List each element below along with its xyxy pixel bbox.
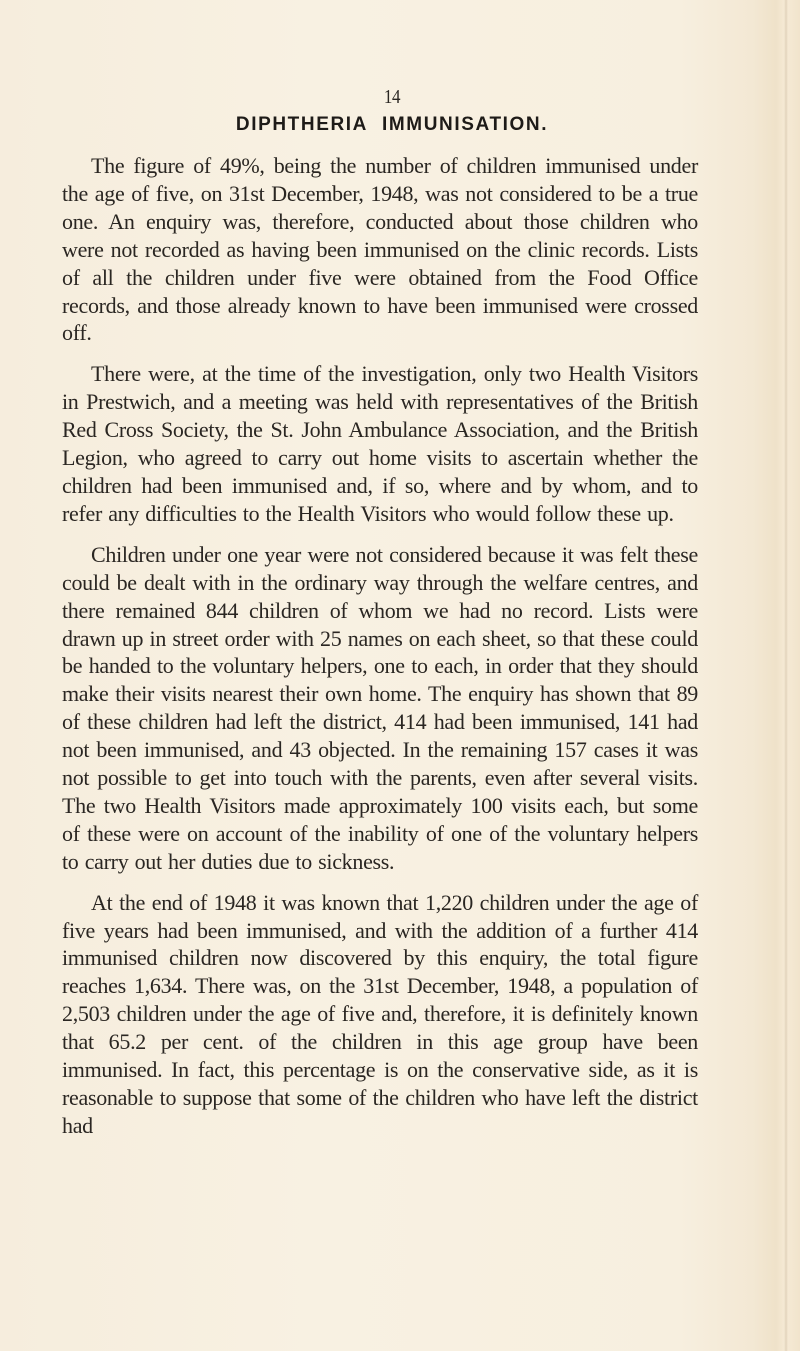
heading-word-1: DIPHTHERIA	[235, 114, 368, 135]
paragraph-3: Children under one year were not considered because it was felt these could be dealt with in the ordinary way through the welfare centres, and there remained 844 children of whom we had no record. Lists were drawn up in street order with 25 names on each sheet, so that these could be handed to the voluntary helpers, one to each, in order that they should make their visits nearest their own home. The enquiry has shown that 89 of these children had left the district, 414 had been immunised, 141 had not been immunised, and 43 objected. In the remaining 157 cases it was not possible to get into touch with the parents, even after several visits. The two Health Visitors made approximately 100 visits each, but some of these were on account of the inability of one of the voluntary helpers to carry out her duties due to sickness.	[62, 541, 698, 874]
paragraph-4: At the end of 1948 it was known that 1,220 children under the age of five years had been immunised, and with the addition of a further 414 immunised children now discovered by this enquiry, the total figure reaches 1,634. There was, on the 31st December, 1948, a population of 2,503 children under the age of five and, therefore, it is definitely known that 65.2 per cent. of the children in this age group have been immunised. In fact, this percentage is on the conservative side, as it is reasonable to suppose that some of the children who have left the district had	[62, 889, 698, 1138]
section-heading	[0, 114, 784, 136]
page-edge	[784, 0, 788, 1351]
heading-word-2: IMMUNISATION.	[382, 114, 549, 135]
paragraph-1: The figure of 49%, being the number of children immunised under the age of five, on 31st December, 1948, was not considered to be a true one. An enquiry was, therefore, conducted about those children who were not recorded as having been immunised on the clinic records. Lists of all the children under five were obtained from the Food Office records, and those already known to have been immunised were crossed off.	[62, 153, 698, 346]
page-number: 14	[383, 86, 401, 108]
body-text	[62, 152, 698, 1153]
paragraph-2: There were, at the time of the investigation, only two Health Visitors in Prestwich, and a meeting was held with representatives of the British Red Cross Society, the St. John Ambulance Association, and the British Legion, who agreed to carry out home visits to ascertain whether the children had been immunised and, if so, where and by whom, and to refer any difficulties to the Health Visitors who would follow these up.	[62, 361, 698, 526]
